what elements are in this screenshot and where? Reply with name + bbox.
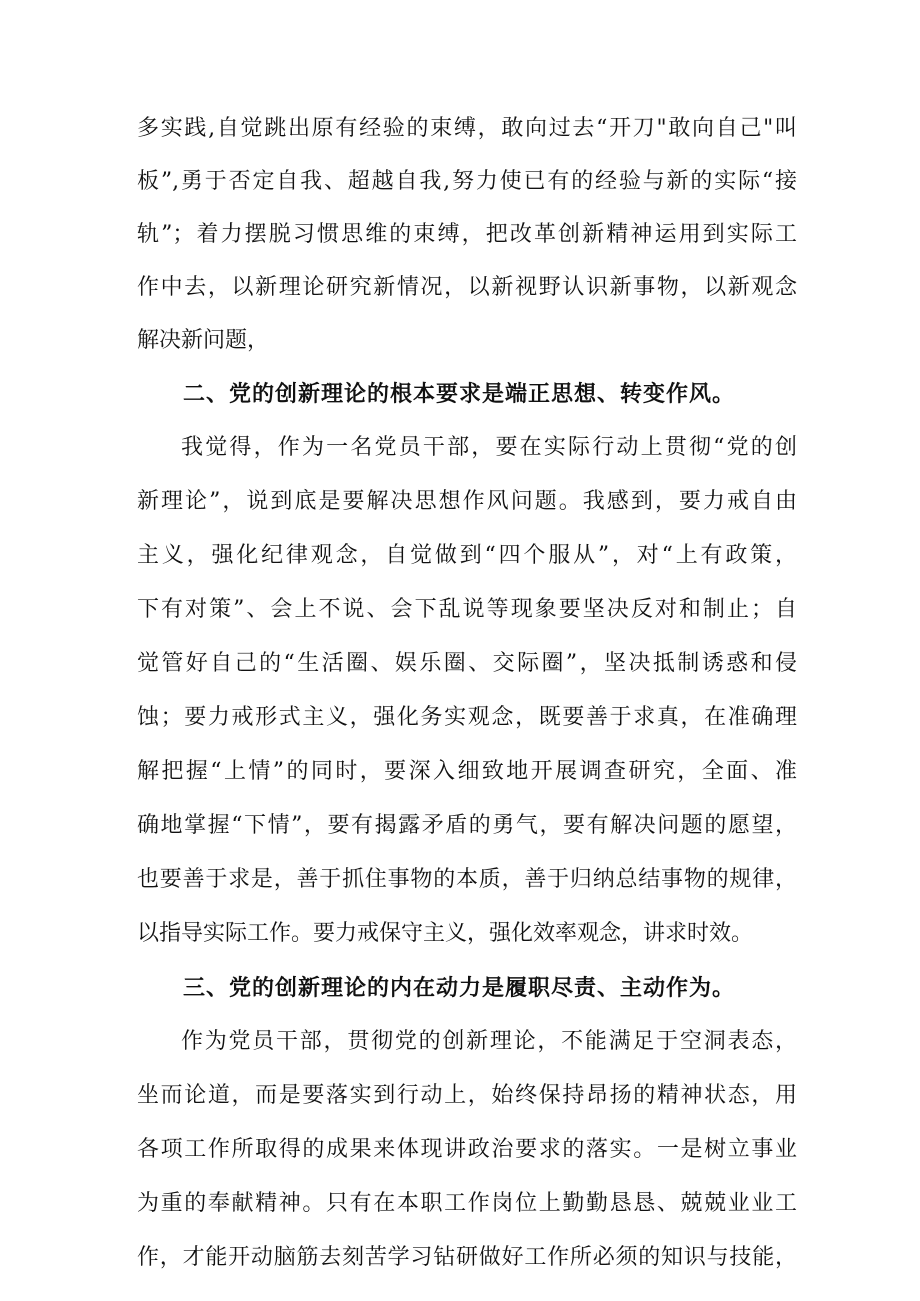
paragraph-2-line-8: 确地掌握“下情”，要有揭露矛盾的勇气，要有解决问题的愿望， (137, 813, 797, 838)
paragraph-3-line-1: 作为党员干部，贯彻党的创新理论，不能满足于空洞表态， (181, 1029, 797, 1054)
paragraph-3-line-5: 作，才能开动脑筋去刻苦学习钻研做好工作所必须的知识与技能， (137, 1245, 797, 1270)
section-heading-3: 三、党的创新理论的内在动力是履职尽责、主动作为。 (183, 975, 736, 1001)
paragraph-2-line-1: 我觉得，作为一名党员干部，要在实际行动上贯彻“党的创 (181, 435, 797, 460)
paragraph-2-line-4: 下有对策”、会上不说、会下乱说等现象要坚决反对和制止；自 (137, 597, 797, 622)
paragraph-1-line-5: 解决新问题， (137, 328, 270, 353)
paragraph-2-line-3: 主义，强化纪律观念，自觉做到“四个服从”，对“上有政策， (137, 543, 797, 568)
paragraph-1-line-1: 多实践,自觉跳出原有经验的束缚，敢向过去“开刀"敢向自己"叫 (137, 116, 797, 141)
paragraph-2-line-7: 解把握“上情”的同时，要深入细致地开展调查研究，全面、准 (137, 759, 797, 784)
paragraph-2-line-5: 觉管好自己的“生活圈、娱乐圈、交际圈”，坚决抵制诱惑和侵 (137, 651, 797, 676)
paragraph-2-line-10: 以指导实际工作。要力戒保守主义，强化效率观念，讲求时效。 (137, 921, 754, 946)
paragraph-2-line-9: 也要善于求是，善于抓住事物的本质，善于归纳总结事物的规律， (137, 867, 797, 892)
paragraph-3-line-4: 为重的奉献精神。只有在本职工作岗位上勤勤恳恳、兢兢业业工 (137, 1191, 797, 1216)
paragraph-2-line-6: 蚀；要力戒形式主义，强化务实观念，既要善于求真，在准确理 (137, 705, 797, 730)
section-heading-2: 二、党的创新理论的根本要求是端正思想、转变作风。 (183, 381, 736, 407)
paragraph-1-line-3: 轨”；着力摆脱习惯思维的束缚，把改革创新精神运用到实际工 (137, 222, 797, 247)
paragraph-3-line-3: 各项工作所取得的成果来体现讲政治要求的落实。一是树立事业 (137, 1137, 797, 1162)
paragraph-1-line-2: 板”,勇于否定自我、超越自我,努力使已有的经验与新的实际“接 (137, 169, 797, 194)
paragraph-1-line-4: 作中去，以新理论研究新情况，以新视野认识新事物，以新观念 (137, 275, 797, 300)
paragraph-2-line-2: 新理论”，说到底是要解决思想作风问题。我感到，要力戒自由 (137, 489, 797, 514)
paragraph-3-line-2: 坐而论道，而是要落实到行动上，始终保持昂扬的精神状态，用 (137, 1083, 797, 1108)
